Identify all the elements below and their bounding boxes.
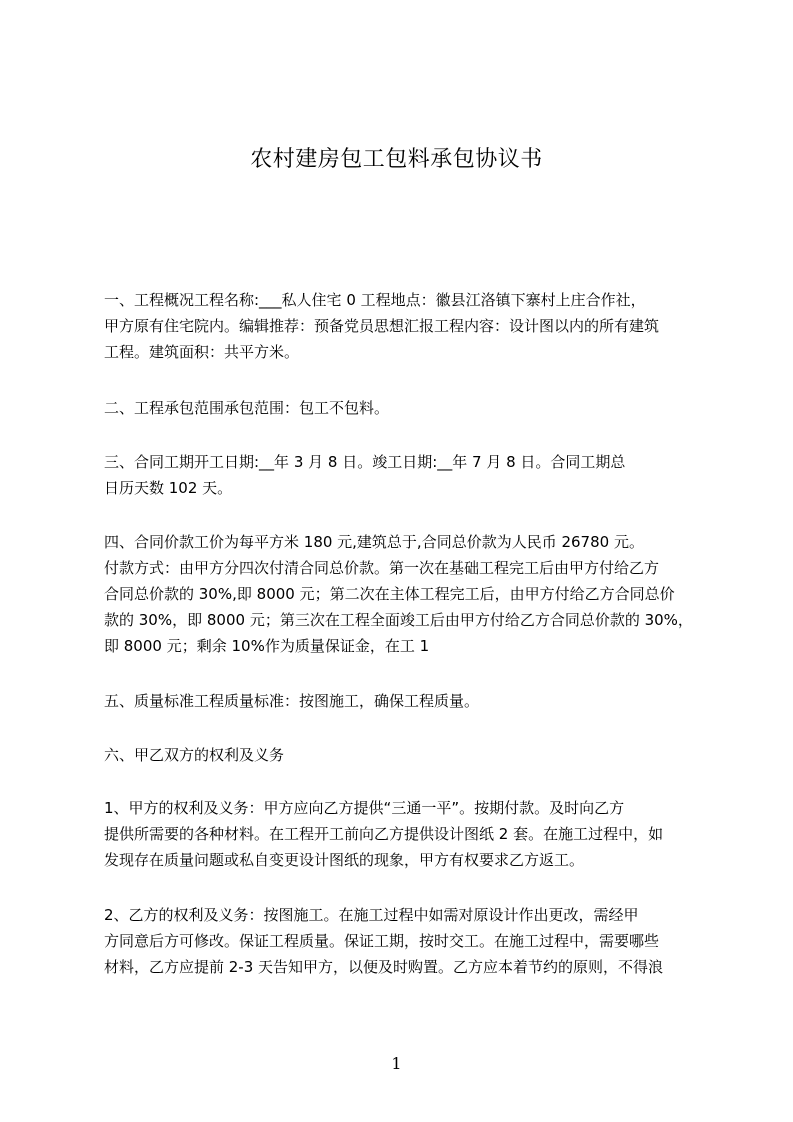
text-line: 三、合同工期开工日期:__年 3 月 8 日。竣工日期:__年 7 月 8 日。合同工期总 — [104, 453, 626, 471]
page-number: 1 — [391, 1054, 402, 1073]
text-line: 合同总价款的 30%,即 8000 元；第二次在主体工程完工后，由甲方付给乙方合同总价 — [104, 585, 675, 603]
text-line: 提供所需要的各种材料。在工程开工前向乙方提供设计图纸 2 套。在施工过程中，如 — [104, 825, 664, 843]
text-line: 日历天数 102 天。 — [104, 479, 233, 497]
text-line: 二、工程承包范围承包范围：包工不包料。 — [104, 399, 390, 417]
text-line: 材料，乙方应提前 2-3 天告知甲方，以便及时购置。乙方应本着节约的原则，不得浪 — [104, 958, 664, 976]
text-line: 付款方式：由甲方分四次付清合同总价款。第一次在基础工程完工后由甲方付给乙方 — [104, 559, 660, 577]
paragraph-contract-price — [104, 529, 700, 659]
paragraph-contract-period — [104, 449, 700, 501]
document-title: 农村建房包工包料承包协议书 — [250, 147, 543, 172]
text-line: 即 8000 元；剩余 10%作为质量保证金，在工 1 — [104, 637, 430, 655]
text-line: 甲方原有住宅院内。编辑推荐：预备党员思想汇报工程内容：设计图以内的所有建筑 — [104, 317, 660, 335]
text-line: 四、合同价款工价为每平方米 180 元,建筑总于,合同总价款为人民币 26780 元。 — [104, 533, 644, 551]
text-line: 发现存在质量问题或私自变更设计图纸的现象，甲方有权要求乙方返工。 — [104, 851, 585, 869]
paragraph-rights-obligations-heading — [104, 742, 700, 768]
paragraph-quality-standard — [104, 688, 700, 714]
text-line: 一、工程概况工程名称:___私人住宅 0 工程地点：徽县江洛镇下寨村上庄合作社， — [104, 291, 646, 309]
text-line: 2、乙方的权利及义务：按图施工。在施工过程中如需对原设计作出更改，需经甲 — [104, 906, 639, 924]
paragraph-project-overview — [104, 287, 700, 365]
paragraph-party-b-rights — [104, 902, 700, 980]
text-line: 六、甲乙双方的权利及义务 — [104, 746, 285, 764]
text-line: 五、质量标准工程质量标准：按图施工，确保工程质量。 — [104, 692, 480, 710]
paragraph-party-a-rights — [104, 795, 700, 873]
text-line: 1、甲方的权利及义务：甲方应向乙方提供“三通一平”。按期付款。及时向乙方 — [104, 799, 625, 817]
text-line: 方同意后方可修改。保证工程质量。保证工期，按时交工。在施工过程中，需要哪些 — [104, 932, 660, 950]
text-line: 款的 30%，即 8000 元；第三次在工程全面竣工后由甲方付给乙方合同总价款的 30%， — [104, 611, 693, 629]
text-line: 工程。建筑面积：共平方米。 — [104, 343, 300, 361]
paragraph-contract-scope — [104, 395, 700, 421]
